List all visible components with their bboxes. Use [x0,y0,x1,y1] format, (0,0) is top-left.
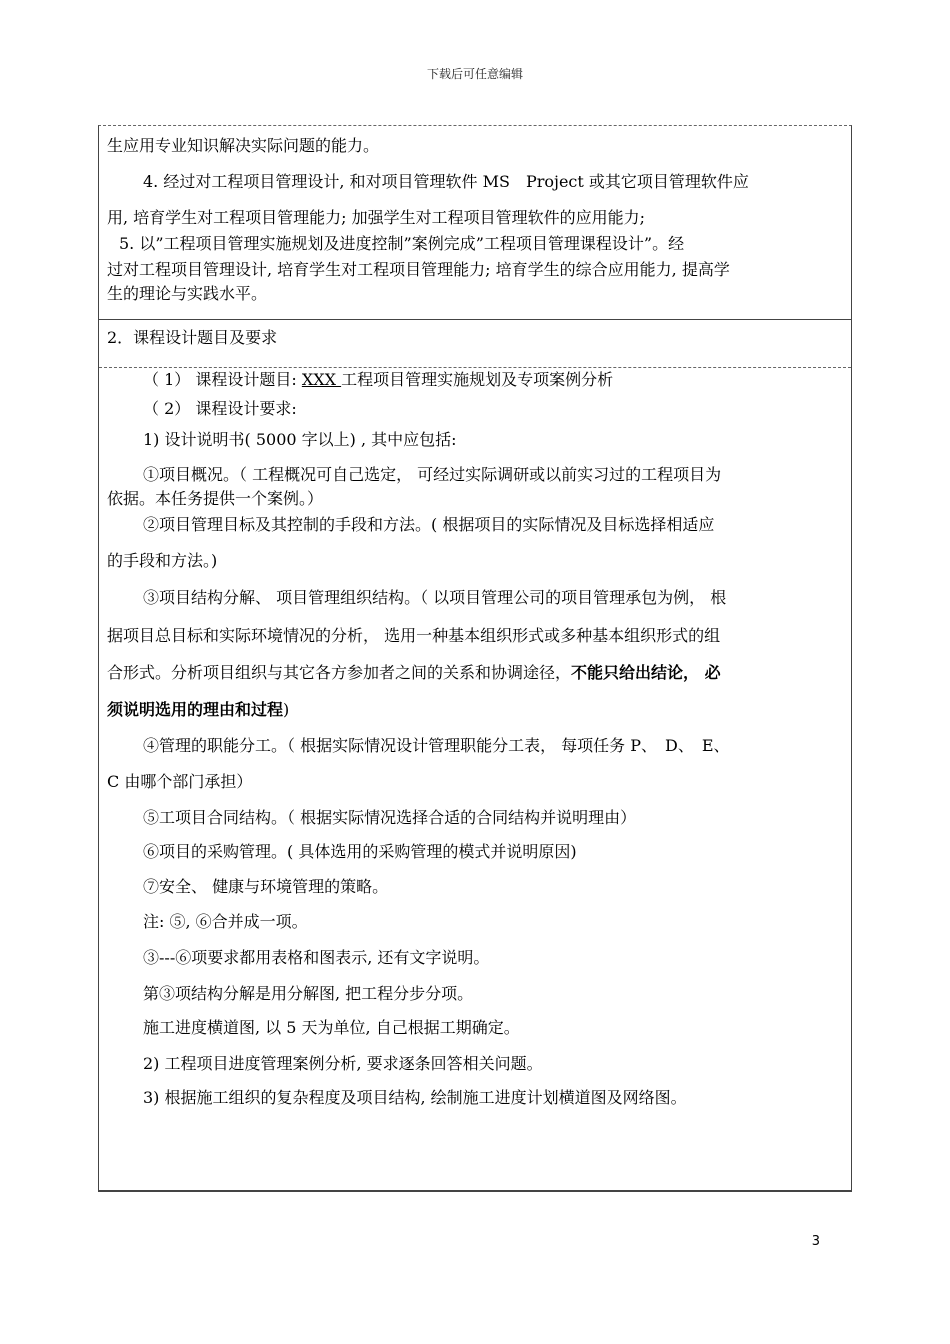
table-cell-requirements [98,320,852,1192]
content-6: ⑥项目的采购管理。( 具体选用的采购管理的模式并说明原因) [143,842,577,861]
content-2-line2: 的手段和方法。) [107,551,218,570]
content-4-line2: C 由哪个部门承担） [107,772,253,791]
note: 注: ⑤, ⑥合并成一项。 [143,912,308,931]
objective-5-line1: 5. 以”工程项目管理实施规划及进度控制”案例完成”工程项目管理课程设计”。经 [119,234,685,253]
requirements-title: （ 2） 课程设计要求: [143,399,297,418]
content-3-emphasis: 不能只给出结论， 必 [571,663,721,682]
item-3: 3) 根据施工组织的复杂程度及项目结构, 绘制施工进度计划横道图及网络图。 [143,1088,687,1107]
content-7: ⑦安全、 健康与环境管理的策略。 [143,877,389,896]
content-3-emphasis-cont: 须说明选用的理由和过程 [107,700,284,719]
content-1-line1: ①项目概况。（ 工程概况可自己选定， 可经过实际调研或以前实习过的工程项目为 [143,465,722,484]
content-3-line3 [107,661,845,685]
objective-4-line1: 4. 经过对工程项目管理设计, 和对项目管理软件 MS Project 或其它项目管理软件应 [143,172,749,191]
note-4: 施工进度横道图, 以 5 天为单位, 自己根据工期确定。 [143,1018,520,1037]
topic-text: 工程项目管理实施规划及专项案例分析 [341,370,614,389]
topic-placeholder: XXX [301,370,342,389]
item-2: 2) 工程项目进度管理案例分析, 要求逐条回答相关问题。 [143,1054,543,1073]
objective-line: 生应用专业知识解决实际问题的能力。 [107,136,380,155]
objective-5-line3: 生的理论与实践水平。 [107,284,268,303]
topic-line [143,368,845,392]
content-4-line1: ④管理的职能分工。（ 根据实际情况设计管理职能分工表， 每项任务 P、 D、 E、 [143,736,730,755]
objective-4-line2: 用, 培育学生对工程项目管理能力; 加强学生对工程项目管理软件的应用能力; [107,208,646,227]
content-3-line4 [107,698,845,722]
content-3-line1: ③项目结构分解、 项目管理组织结构。（ 以项目管理公司的项目管理承包为例， 根 [143,588,727,607]
note-3: 第③项结构分解是用分解图, 把工程分步分项。 [143,984,474,1003]
table-cell-objectives [98,125,852,320]
content-5: ⑤工项目合同结构。（ 根据实际情况选择合适的合同结构并说明理由） [143,808,637,827]
page-number: 3 [811,1234,820,1249]
content-2-line1: ②项目管理目标及其控制的手段和方法。( 根据项目的实际情况及目标选择相适应 [143,515,715,534]
page-header: 下载后可任意编辑 [426,67,523,81]
content-1-line2: 依据。本任务提供一个案例。） [107,489,324,508]
objective-5-line2: 过对工程项目管理设计, 培育学生对工程项目管理能力; 培育学生的综合应用能力, 提高学 [107,260,730,279]
item-1: 1) 设计说明书( 5000 字以上) , 其中应包括: [143,430,457,449]
note-2: ③---⑥项要求都用表格和图表示, 还有文字说明。 [143,948,490,967]
section-heading: 2．课程设计题目及要求 [107,328,278,347]
content-3-line3-text: 合形式。分析项目组织与其它各方参加者之间的关系和协调途径， [107,663,572,682]
topic-prefix: （ 1） 课程设计题目: [143,370,302,389]
content-3-close: ) [283,700,290,719]
content-3-line2: 据项目总目标和实际环境情况的分析， 选用一种基本组织形式或多种基本组织形式的组 [107,626,721,645]
